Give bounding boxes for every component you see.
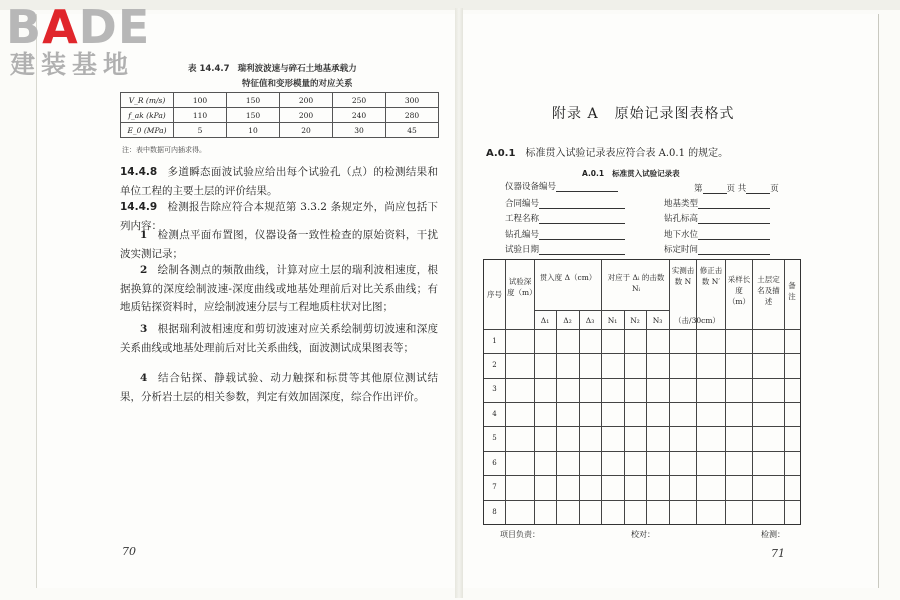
clause-a-0-1: A.0.1 标准贯入试验记录表应符合表 A.0.1 的规定。 [486, 148, 729, 159]
row-header: V_R (m/s) [121, 93, 174, 108]
header-n-1: N₁ [607, 316, 618, 325]
header-blows: 对应于 Δᵢ 的击数 Nᵢ [607, 273, 665, 293]
list-item: 1 检测点平面布置图，仪器设备一致性检查的原始资料，干扰波实测记录； [120, 229, 438, 260]
table-caption-line2: 特征值和变形模量的对应关系 [242, 79, 353, 89]
clause-14-4-8: 14.4.8 多道瞬态面波试验应给出每个试验孔（点）的检测结果和单位工程的主要土层的评价结果。 [120, 166, 438, 197]
appendix-title: 附录 A 原始记录图表格式 [552, 106, 735, 122]
header-delta-2: Δ₂ [563, 316, 572, 325]
list-item: 2 绘制各测点的频散曲线，计算对应土层的瑞利波相速度，根据换算的深度绘制波速-深度曲线或地基处理前后对比关系曲线；有地质钻探资料时，应绘制波速分层与工程地质柱状对比图； [120, 264, 438, 313]
table-cell: 5 [174, 123, 227, 138]
table-row [121, 108, 439, 123]
table-note: 注：表中数据可内插求得。 [122, 146, 206, 154]
header-depth: 试验深度（m） [507, 277, 537, 297]
row-number: 2 [492, 361, 497, 369]
table-cell: 280 [386, 108, 439, 123]
header-n-2: N₂ [630, 316, 640, 325]
list-item: 3 根据瑞利波相速度和剪切波速对应关系绘制剪切波速和深度关系曲线或地基处理前后对比关系曲线，面波测试成果图表等； [120, 323, 438, 354]
page-count-field: 第 页 共 页 [694, 184, 779, 194]
table-cell: 10 [227, 123, 280, 138]
header-unit: （击/30cm） [674, 316, 720, 325]
list-item: 4 结合钻探、静载试验、动力触探和标贯等其他原位测试结果，分析岩土层的相关参数，判定有效加固深度，综合作出评价。 [120, 372, 438, 403]
footer-checker: 校对： [631, 530, 655, 539]
table-row [121, 123, 439, 138]
row-number: 3 [492, 385, 497, 393]
table-cell: 240 [333, 108, 386, 123]
table-row [121, 93, 439, 108]
table-cell: 30 [333, 123, 386, 138]
spt-record-table [483, 259, 801, 525]
book-gutter [455, 8, 463, 598]
header-n-3: N₃ [652, 316, 663, 325]
form-field: 合同编号 [505, 197, 625, 209]
table-cell: 110 [174, 108, 227, 123]
form-field: 钻孔标高 [664, 212, 770, 224]
page-number-left: 70 [122, 545, 136, 558]
table-cell: 100 [174, 93, 227, 108]
table-cell: 300 [386, 93, 439, 108]
row-number: 6 [492, 459, 497, 467]
row-number: 1 [492, 337, 497, 345]
header-delta-3: Δ₃ [585, 316, 595, 325]
header-measured: 实测击数 N [671, 266, 695, 286]
record-table-title: A.0.1 标准贯入试验记录表 [582, 169, 680, 178]
row-number: 7 [492, 483, 497, 491]
row-number: 4 [492, 410, 497, 418]
form-field: 试验日期 [505, 243, 625, 255]
row-header: E_0 (MPa) [121, 123, 174, 138]
row-number: 5 [492, 434, 497, 442]
table-cell: 250 [333, 93, 386, 108]
header-corrected: 修正击数 N′ [699, 266, 723, 286]
header-seq: 序号 [487, 290, 502, 299]
footer-leader: 项目负责： [500, 530, 540, 539]
wave-speed-table [120, 92, 439, 138]
footer-tester: 检测： [761, 530, 785, 539]
logo-latin-text: BADE [6, 0, 151, 54]
bade-logo [6, 0, 176, 80]
form-field: 地下水位 [664, 228, 770, 240]
row-number: 8 [492, 508, 497, 516]
table-caption-line1: 表 14.4.7 瑞利波波速与碎石土地基承载力 [188, 64, 357, 74]
table-cell: 150 [227, 93, 280, 108]
header-soil: 土层定名及描述 [757, 275, 780, 306]
table-cell: 200 [280, 93, 333, 108]
form-field: 标定时间 [664, 243, 770, 255]
form-field: 仪器设备编号 [505, 180, 618, 192]
logo-chinese-text: 建装基地 [10, 50, 135, 79]
header-remark: 备注 [788, 281, 796, 301]
form-field: 地基类型 [664, 197, 770, 209]
table-cell: 150 [227, 108, 280, 123]
table-cell: 45 [386, 123, 439, 138]
clause-14-4-9: 14.4.9 检测报告除应符合本规范第 3.3.2 条规定外，尚应包括下列内容： [120, 201, 438, 232]
page-number-right: 71 [771, 547, 785, 560]
header-delta-1: Δ₁ [540, 316, 550, 325]
form-field: 钻孔编号 [505, 228, 625, 240]
header-sample-length: 采样长度（m） [727, 275, 751, 306]
row-header: f_ak (kPa) [121, 108, 174, 123]
header-penetration: 贯入度 Δ（cm） [539, 273, 597, 282]
form-field: 工程名称 [505, 212, 625, 224]
table-cell: 200 [280, 108, 333, 123]
table-cell: 20 [280, 123, 333, 138]
